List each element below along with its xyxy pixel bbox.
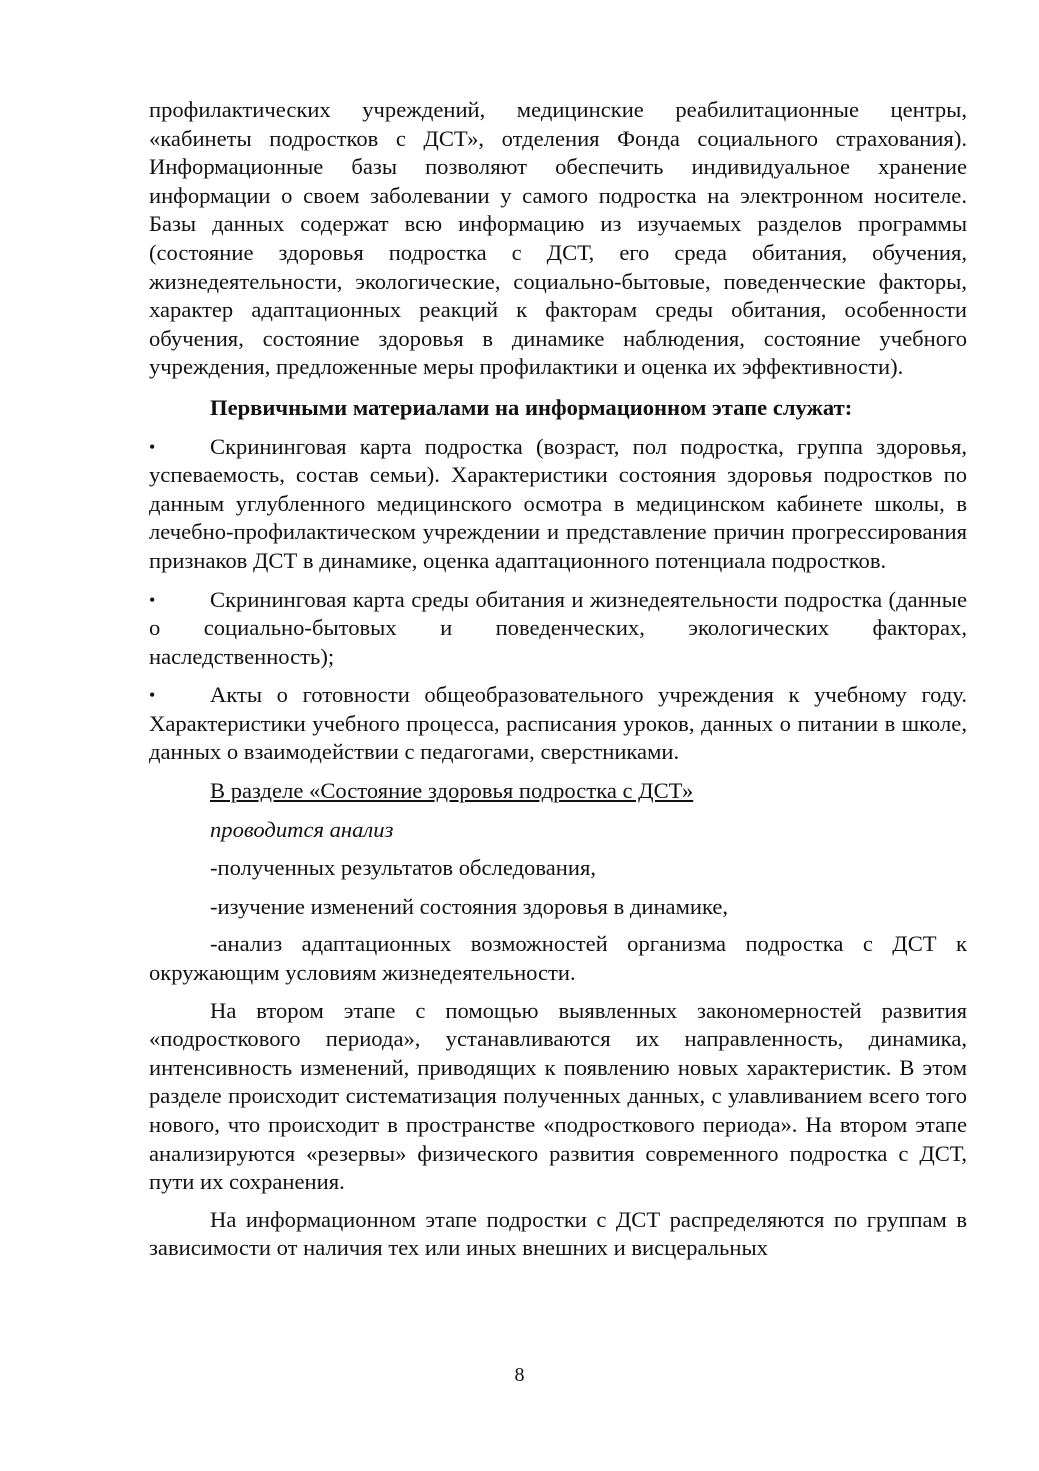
list-item xyxy=(149,433,967,576)
analysis-intro: проводится анализ xyxy=(210,816,394,842)
analysis-item: -полученных результатов обследования, xyxy=(210,855,596,881)
intro-paragraph: профилактических учреждений, медицинские реабилитационные центры, «кабинеты подростков с ДСТ», отделения Фонда социального страхования). Информационные базы позволяют обеспечить индивидуальное хранение информации о своем заболевании у самого подростка на электронном носителе. Базы данных содержат всю информацию из изучаемых разделов программы (состояние здоровья подростка с ДСТ, его среда обитания, обучения, жизнедеятельности, экологические, социально-бытовые, поведенческие факторы, характер адаптационных реакций к факторам среды обитания, особенности обучения, состояние здоровья в динамике наблюдения, состояние учебного учреждения, предложенные меры профилактики и оценка их эффективности). xyxy=(149,97,967,380)
bullet-icon: • xyxy=(149,685,156,706)
section-heading: Первичными материалами на информационном этапе служат: xyxy=(210,394,853,420)
bullet-icon: • xyxy=(149,589,156,610)
page-number: 8 xyxy=(514,1364,525,1386)
list-item-text: Акты о готовности общеобразовательного учреждения к учебному году. Характеристики учебного процесса, расписания уроков, данных о питании в школе, данных о взаимодействии с педагогами, сверстниками. xyxy=(149,682,967,765)
bullet-icon: • xyxy=(149,436,156,457)
list-item xyxy=(149,681,967,767)
list-item-text: Скрининговая карта подростка (возраст, пол подростка, группа здоровья, успеваемость, состав семьи). Характеристики состояния здоровья подростков по данным углубленного медицинского осмотра в медицинском кабинете школы, в лечебно-профилактическом учреждении и представление причин прогрессирования признаков ДСТ в динамике, оценка адаптационного потенциала подростков. xyxy=(149,433,967,573)
final-paragraph: На информационном этапе подростки с ДСТ распределяются по группам в зависимости от наличия тех или иных внешних и висцеральных xyxy=(149,1206,967,1261)
list-item xyxy=(149,586,967,672)
analysis-item: -анализ адаптационных возможностей организма подростка с ДСТ к окружающим условиям жизнедеятельности. xyxy=(149,931,967,986)
analysis-item: -изучение изменений состояния здоровья в динамике, xyxy=(210,893,729,919)
section-title: В разделе «Состояние здоровья подростка с ДСТ» xyxy=(210,778,694,804)
document-page xyxy=(149,96,967,1263)
second-stage-paragraph: На втором этапе с помощью выявленных закономерностей развития «подросткового периода», устанавливаются их направленность, динамика, интенсивность изменений, приводящих к появлению новых характеристик. В этом разделе происходит систематизация полученных данных, с улавливанием всего того нового, что происходит в пространстве «подросткового периода». На втором этапе анализируются «резервы» физического развития современного подростка с ДСТ, пути их сохранения. xyxy=(149,997,967,1195)
list-item-text: Скрининговая карта среды обитания и жизнедеятельности подростка (данные о социально-бытовых и поведенческих, экологических факторах, наследственность); xyxy=(149,586,967,669)
